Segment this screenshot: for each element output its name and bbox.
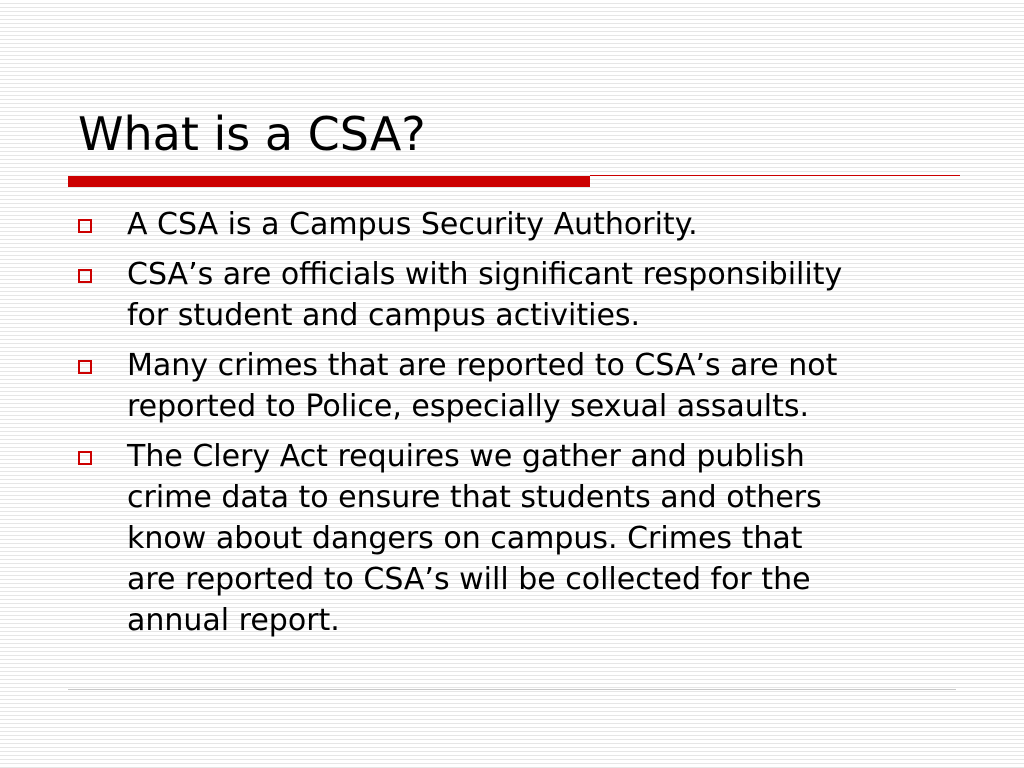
hollow-square-bullet-icon — [78, 219, 92, 233]
hollow-square-bullet-icon — [78, 451, 92, 465]
bullet-text: The Clery Act requires we gather and publish crime data to ensure that students and others know about dangers on campus. Crimes that are reported to CSA’s will be collected for the annual report. — [127, 439, 822, 638]
bullet-item — [78, 436, 978, 641]
bullet-text: CSA’s are officials with significant responsibility for student and campus activities. — [127, 257, 843, 333]
footer-divider — [68, 689, 956, 690]
hollow-square-bullet-icon — [78, 360, 92, 374]
bullet-text: A CSA is a Campus Security Authority. — [127, 207, 698, 242]
bullet-item — [78, 204, 978, 245]
title-underline-thick — [68, 176, 590, 187]
bullet-list — [78, 204, 978, 650]
bullet-item — [78, 345, 978, 427]
hollow-square-bullet-icon — [78, 269, 92, 283]
bullet-text: Many crimes that are reported to CSA’s are not reported to Police, especially sexual assaults. — [127, 348, 838, 424]
slide-title: What is a CSA? — [78, 107, 426, 161]
bullet-item — [78, 254, 978, 336]
title-underline-thin — [590, 175, 960, 176]
